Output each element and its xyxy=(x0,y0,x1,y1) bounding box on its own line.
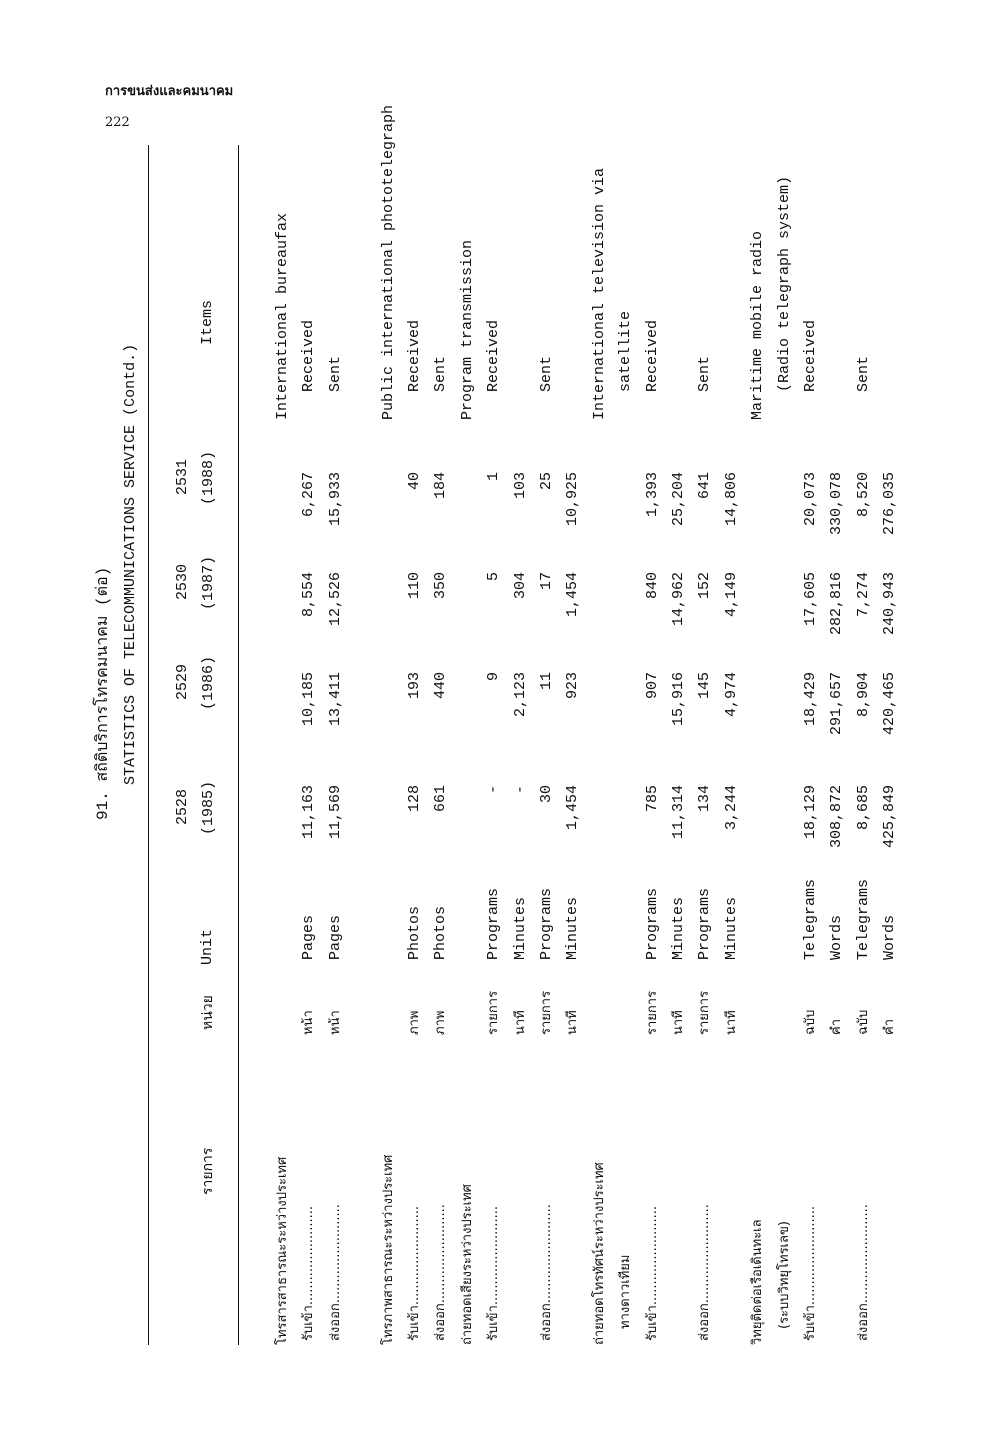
row-value-0: 425,849 xyxy=(881,785,899,849)
row-value-0: 134 xyxy=(696,785,714,813)
row-value-2: 152 xyxy=(696,572,714,600)
row-value-1: 2,123 xyxy=(511,672,529,718)
row-value-1: 193 xyxy=(406,672,423,700)
row-value-2: 5 xyxy=(485,572,503,582)
row-label-thai: (ระบบวิทยุโทรเลข) xyxy=(776,1221,792,1329)
section-title: การขนส่งและคมนาคม xyxy=(105,84,234,99)
row-unit-english: Programs xyxy=(538,887,555,960)
row-unit-thai: หน้า xyxy=(301,1010,317,1035)
row-value-3: 1 xyxy=(485,472,503,482)
row-label-english: Received xyxy=(802,319,819,392)
header-year-2530-be: 2530 xyxy=(174,563,191,600)
row-label-thai: รับเข้า........................ xyxy=(803,1205,818,1341)
row-value-3: 1,393 xyxy=(643,472,661,518)
row-label-thai: ส่งออก........................ xyxy=(433,1204,449,1341)
row-value-2: 350 xyxy=(432,572,450,600)
row-value-1: 10,185 xyxy=(300,672,318,727)
row-value-2: 110 xyxy=(406,572,423,600)
row-unit-thai: นาที xyxy=(565,1010,581,1035)
header-year-2529-be: 2529 xyxy=(174,663,191,700)
row-unit-thai: หน้า xyxy=(327,1010,343,1035)
row-value-0: 3,244 xyxy=(722,785,740,831)
row-label-english: satellite xyxy=(617,310,635,392)
row-value-3: 8,520 xyxy=(854,472,872,518)
row-value-2: 4,149 xyxy=(722,572,740,618)
row-unit-thai: ฉบับ xyxy=(855,1009,871,1035)
row-value-0: 11,163 xyxy=(300,785,318,840)
row-label-english: Received xyxy=(406,319,423,392)
row-unit-english: Minutes xyxy=(564,896,582,960)
row-label-thai: ทางดาวเทียม xyxy=(618,1254,634,1329)
row-unit-english: Programs xyxy=(696,887,714,960)
row-label-thai: ถ่ายทอดโทรทัศน์ระหว่างประเทศ xyxy=(591,1162,607,1345)
header-year-1986-ce: (1986) xyxy=(200,655,217,710)
row-value-2: 14,962 xyxy=(670,572,687,627)
row-unit-thai: รายการ xyxy=(539,990,554,1035)
row-unit-english: Minutes xyxy=(511,896,529,960)
row-value-3: 641 xyxy=(696,472,714,500)
row-label-english: Sent xyxy=(432,355,450,392)
table-title-english: STATISTICS OF TELECOMMUNICATIONS SERVICE (Contd.) xyxy=(122,343,139,785)
row-label-english: Sent xyxy=(854,355,872,392)
row-unit-english: Photos xyxy=(432,905,450,960)
row-value-0: - xyxy=(485,785,503,795)
page-number: 222 xyxy=(105,115,130,130)
row-value-2: 304 xyxy=(511,572,529,600)
row-unit-english: Photos xyxy=(406,905,423,960)
row-value-0: 128 xyxy=(406,785,423,813)
row-label-english: Sent xyxy=(538,355,555,392)
row-value-1: 440 xyxy=(432,672,450,700)
row-unit-english: Pages xyxy=(300,914,318,960)
row-value-0: 1,454 xyxy=(564,785,582,831)
row-unit-thai: รายการ xyxy=(697,990,713,1035)
row-value-0: 11,314 xyxy=(670,785,687,840)
row-label-thai: ส่งออก........................ xyxy=(697,1204,713,1341)
row-value-3: 40 xyxy=(406,472,423,491)
row-value-0: 30 xyxy=(538,785,555,804)
row-value-1: 15,916 xyxy=(670,672,687,727)
row-value-1: 11 xyxy=(538,672,555,691)
row-unit-thai: ฉบับ xyxy=(803,1009,818,1035)
row-value-2: 282,816 xyxy=(828,572,846,636)
row-label-thai: ส่งออก........................ xyxy=(855,1204,871,1341)
row-value-2: 840 xyxy=(643,572,661,600)
row-unit-thai: ภาพ xyxy=(407,1010,422,1035)
row-label-english: Received xyxy=(643,319,661,392)
row-value-2: 8,554 xyxy=(300,572,318,618)
header-unit-thai: หน่วย xyxy=(200,995,216,1030)
row-label-english: Program transmission xyxy=(458,239,476,420)
row-unit-thai: คำ xyxy=(882,1019,898,1035)
row-unit-english: Programs xyxy=(643,887,661,960)
row-value-1: 923 xyxy=(564,672,582,700)
row-unit-english: Programs xyxy=(485,887,503,960)
row-value-0: 661 xyxy=(432,785,450,813)
row-value-3: 25,204 xyxy=(670,472,687,527)
row-unit-thai: นาที xyxy=(723,1010,739,1035)
row-unit-thai: รายการ xyxy=(486,990,502,1035)
row-value-3: 103 xyxy=(511,472,529,500)
header-items-thai: รายการ xyxy=(200,1147,216,1195)
row-label-english: Received xyxy=(300,319,318,392)
row-value-1: 907 xyxy=(643,672,661,700)
row-label-english: International bureaufax xyxy=(274,212,291,420)
row-value-1: 13,411 xyxy=(326,672,344,727)
row-label-english: Sent xyxy=(696,355,714,392)
row-unit-english: Telegrams xyxy=(854,878,872,960)
row-unit-thai: รายการ xyxy=(644,990,660,1035)
row-unit-english: Words xyxy=(828,914,846,960)
header-year-2531-be: 2531 xyxy=(174,458,191,495)
row-value-3: 25 xyxy=(538,472,555,491)
row-label-thai: รับเข้า........................ xyxy=(644,1205,660,1341)
row-unit-english: Minutes xyxy=(670,896,687,960)
row-unit-thai: ภาพ xyxy=(433,1010,449,1035)
row-label-thai: รับเข้า........................ xyxy=(486,1205,502,1341)
row-label-thai: โทรภาพสาธารณะระหว่างประเทศ xyxy=(380,1154,396,1345)
row-value-3: 276,035 xyxy=(881,472,899,536)
row-value-0: 308,872 xyxy=(828,785,846,849)
row-value-2: 17,605 xyxy=(802,572,819,627)
row-value-1: 9 xyxy=(485,672,503,682)
row-unit-english: Minutes xyxy=(722,896,740,960)
row-value-3: 15,933 xyxy=(326,472,344,527)
header-rule xyxy=(238,145,239,1345)
header-unit-english: Unit xyxy=(199,928,216,965)
row-label-thai: รับเข้า........................ xyxy=(407,1205,422,1341)
row-value-0: 11,569 xyxy=(326,785,344,840)
row-value-3: 14,806 xyxy=(722,472,740,527)
row-unit-english: Pages xyxy=(326,914,344,960)
header-items-english: Items xyxy=(199,299,216,345)
row-value-0: - xyxy=(511,785,529,795)
row-value-0: 18,129 xyxy=(802,785,819,840)
row-value-3: 10,925 xyxy=(564,472,582,527)
row-label-thai: วิทยุติดต่อเรือเดินทะเล xyxy=(750,1219,766,1345)
row-value-0: 785 xyxy=(643,785,661,813)
row-value-1: 8,904 xyxy=(854,672,872,718)
row-unit-english: Telegrams xyxy=(802,878,819,960)
row-label-english: Sent xyxy=(326,355,344,392)
row-value-3: 20,073 xyxy=(802,472,819,527)
row-value-2: 12,526 xyxy=(326,572,344,627)
row-label-english: Public international phototelegraph xyxy=(379,104,397,420)
row-label-english: (Radio telegraph system) xyxy=(775,175,793,392)
header-year-1985-ce: (1985) xyxy=(200,780,217,835)
row-value-2: 240,943 xyxy=(881,572,899,636)
row-label-english: Maritime mobile radio xyxy=(749,230,767,420)
row-value-3: 184 xyxy=(432,472,450,500)
row-label-thai: ถ่ายทอดเสียงระหว่างประเทศ xyxy=(459,1184,475,1345)
header-year-1988-ce: (1988) xyxy=(200,450,217,505)
header-year-1987-ce: (1987) xyxy=(200,555,217,610)
row-unit-thai: นาที xyxy=(671,1010,686,1035)
row-value-3: 6,267 xyxy=(300,472,318,518)
row-value-0: 8,685 xyxy=(854,785,872,831)
row-unit-english: Words xyxy=(881,914,899,960)
row-value-1: 291,657 xyxy=(828,672,846,736)
row-value-2: 1,454 xyxy=(564,572,582,618)
row-label-thai: ส่งออก........................ xyxy=(327,1204,343,1341)
top-rule xyxy=(148,145,149,1345)
row-label-thai: รับเข้า........................ xyxy=(301,1205,317,1341)
row-value-1: 18,429 xyxy=(802,672,819,727)
row-value-2: 7,274 xyxy=(854,572,872,618)
row-value-2: 17 xyxy=(538,572,555,591)
row-unit-thai: นาที xyxy=(512,1010,528,1035)
row-value-1: 420,465 xyxy=(881,672,899,736)
row-value-1: 4,974 xyxy=(722,672,740,718)
row-label-thai: ส่งออก........................ xyxy=(539,1204,554,1341)
table-title-thai: 91. สถิติบริการโทรคมนาคม (ต่อ) xyxy=(94,566,112,820)
header-year-2528-be: 2528 xyxy=(174,788,191,825)
row-value-1: 145 xyxy=(696,672,714,700)
row-unit-thai: คำ xyxy=(829,1019,845,1035)
row-label-thai: โทรสารสาธารณะระหว่างประเทศ xyxy=(275,1156,290,1345)
row-value-3: 330,078 xyxy=(828,472,846,536)
row-label-english: Received xyxy=(485,319,503,392)
row-label-english: International television via xyxy=(590,167,608,420)
